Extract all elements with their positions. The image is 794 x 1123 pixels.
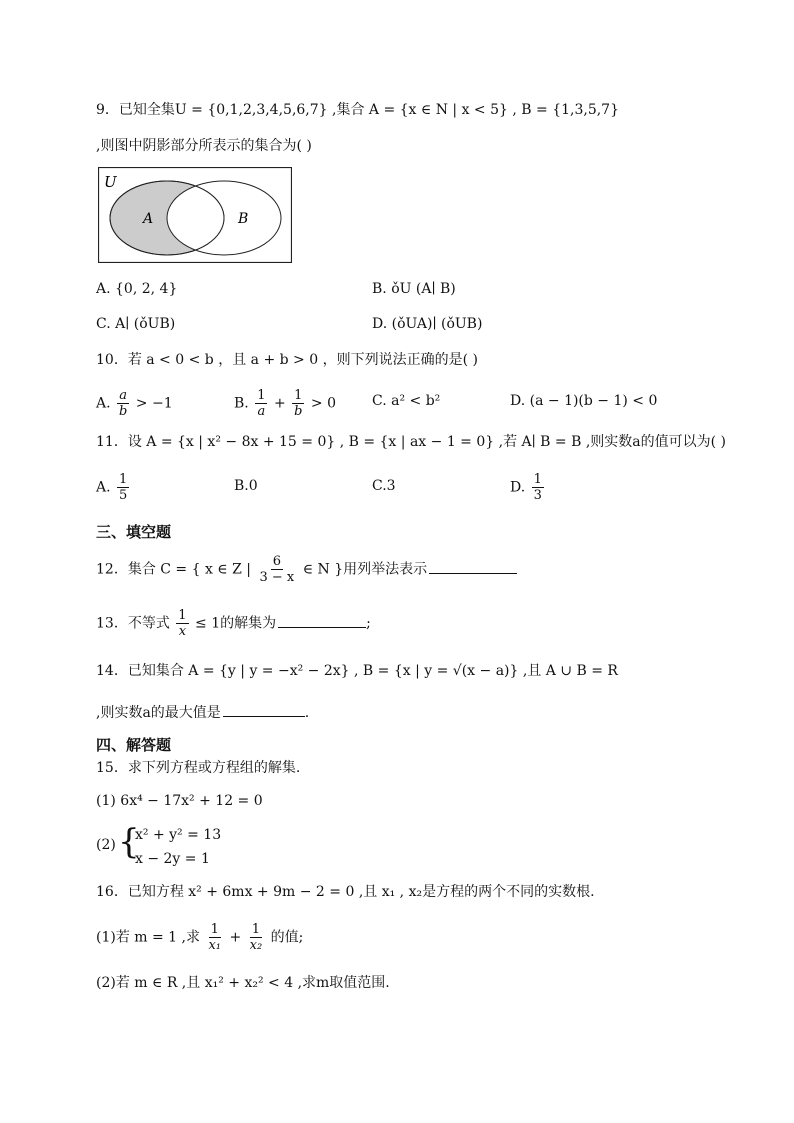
b-label: B: [238, 211, 249, 227]
q15-eq2: x − 2y = 1: [135, 851, 210, 867]
a-label: A: [143, 211, 154, 227]
q10-option-a: A. $\frac{a}{b}$ > −1: [96, 388, 173, 419]
venn-diagram: [98, 167, 292, 263]
q15-stem: 15．求下列方程或方程组的解集.: [96, 760, 301, 776]
q10-option-d: D. (a − 1)(b − 1) < 0: [510, 393, 658, 409]
q14-answer-blank: [223, 702, 305, 717]
q10-option-b: B. $\frac{1}{a}$ + $\frac{1}{b}$ > 0: [234, 388, 336, 419]
q10-stem: 10．若 a < 0 < b ，且 a + b > 0 ，则下列说法正确的是( ): [96, 352, 478, 368]
u-label: U: [104, 173, 117, 191]
system-brace: {: [118, 822, 140, 862]
q9-option-d: D. (ǒUA)∣ (ǒUB): [372, 316, 483, 332]
q13: 13．不等式 $\frac{1}{x}$ ≤ 1的解集为 ;: [96, 608, 371, 639]
q14-line1: 14．已知集合 A = {y | y = −x² − 2x} , B = {x | y = √(x − a)} ,且 A ∪ B = R: [96, 663, 618, 679]
q9-option-c: C. A∣ (ǒUB): [96, 316, 176, 332]
q15-part1: (1) 6x⁴ − 17x² + 12 = 0: [96, 793, 263, 809]
q9-line1: 9．已知全集U = {0,1,2,3,4,5,6,7} ,集合 A = {x ∈ N | x < 5} , B = {1,3,5,7}: [96, 102, 619, 118]
q11-option-a: A. $\frac{1}{5}$: [96, 472, 128, 503]
q15-eq1: x² + y² = 13: [135, 827, 222, 843]
q9-line2: ,则图中阴影部分所表示的集合为( ): [96, 138, 312, 154]
q13-answer-blank: [278, 613, 366, 628]
section-answer-title: 四、解答题: [96, 736, 172, 754]
q9-option-b: B. ǒU (A∣ B): [372, 281, 456, 297]
q14-line2: ,则实数a的最大值是 .: [96, 702, 309, 723]
q11-option-b: B.0: [234, 478, 258, 494]
q9-option-a: A. {0, 2, 4}: [96, 281, 178, 297]
q11-option-c: C.3: [372, 478, 396, 494]
q16-part2: (2)若 m ∈ R ,且 x₁² + x₂² < 4 ,求m取值范围.: [96, 975, 390, 991]
q12-answer-blank: [429, 559, 517, 574]
q12: 12．集合 C = { x ∈ Z | $\frac{6}{3 - x}$ ∈ N }用列举法表示: [96, 554, 517, 585]
q10-option-c: C. a² < b²: [372, 393, 441, 409]
q16-stem: 16．已知方程 x² + 6mx + 9m − 2 = 0 ,且 x₁ , x₂是方程的两个不同的实数根.: [96, 884, 595, 900]
q11-option-d: D. $\frac{1}{3}$: [510, 472, 542, 503]
q15-part2-label: (2): [96, 837, 116, 853]
q11-stem: 11．设 A = {x | x² − 8x + 15 = 0} , B = {x | ax − 1 = 0} ,若 A∣ B = B ,则实数a的值可以为( ): [96, 434, 726, 450]
section-fill-in-title: 三、填空题: [96, 523, 172, 541]
q16-part1: (1)若 m = 1 ,求 $\frac{1}{\text{x₁}}$ + $\frac{1}{\text{x₂}}$ 的值;: [96, 922, 304, 953]
